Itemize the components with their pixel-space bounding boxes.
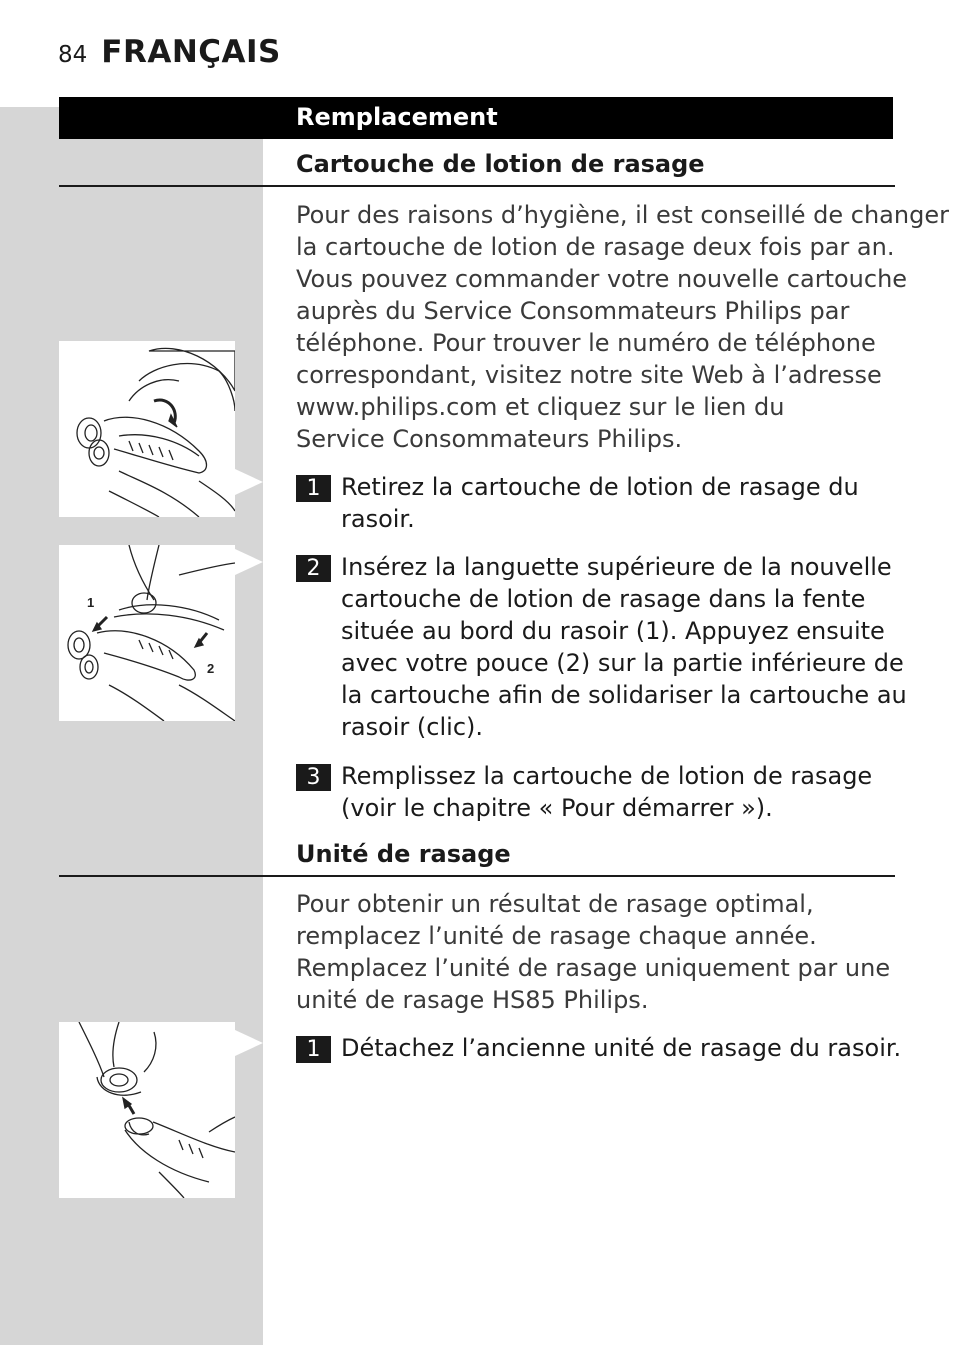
section-title: Remplacement <box>296 103 498 131</box>
shaving-unit-intro-line: unité de rasage HS85 Philips. <box>296 986 649 1014</box>
step-line: située au bord du rasoir (1). Appuyez ensuite <box>341 617 885 645</box>
cartridge-intro-line: Pour des raisons d’hygiène, il est conseillé de changer <box>296 201 949 229</box>
step-line: rasoir. <box>341 505 415 533</box>
cartridge-intro-line: correspondant, visitez notre site Web à l’adresse <box>296 361 882 389</box>
figure-label-1: 1 <box>87 595 95 610</box>
remove-cartridge-illustration <box>59 341 235 517</box>
cartridge-intro <box>296 199 949 455</box>
cartridge-intro-line: www.philips.com et cliquez sur le lien du <box>296 393 785 421</box>
illustration-pointer <box>235 549 263 575</box>
step-number: 1 <box>296 475 331 502</box>
step-line: (voir le chapitre « Pour démarrer »). <box>341 794 773 822</box>
figure-label-2: 2 <box>207 661 215 676</box>
shaving-unit-heading-rule <box>59 875 895 877</box>
step-line: Insérez la languette supérieure de la nouvelle <box>341 553 892 581</box>
step-line: la cartouche afin de solidariser la cartouche au <box>341 681 907 709</box>
page-header <box>58 34 281 70</box>
cartridge-heading-rule <box>59 185 895 187</box>
step-number: 1 <box>296 1036 331 1063</box>
cartridge-heading: Cartouche de lotion de rasage <box>296 150 705 178</box>
step-line: rasoir (clic). <box>341 713 484 741</box>
step-number: 3 <box>296 764 331 791</box>
illustration-pointer <box>235 1030 263 1056</box>
cartridge-intro-line: Service Consommateurs Philips. <box>296 425 683 453</box>
step-line: Remplissez la cartouche de lotion de rasage <box>341 762 873 790</box>
page-number: 84 <box>58 42 88 68</box>
step-text <box>341 1032 901 1064</box>
insert-cartridge-illustration <box>59 545 235 721</box>
step-text <box>341 471 901 535</box>
step-line: cartouche de lotion de rasage dans la fente <box>341 585 866 613</box>
cartridge-intro-line: auprès du Service Consommateurs Philips par <box>296 297 850 325</box>
step-number: 2 <box>296 555 331 582</box>
shaving-unit-intro-line: Remplacez l’unité de rasage uniquement par une <box>296 954 891 982</box>
step-text <box>341 760 901 824</box>
step-line: avec votre pouce (2) sur la partie inférieure de <box>341 649 904 677</box>
step-line: Détachez l’ancienne unité de rasage du rasoir. <box>341 1034 902 1062</box>
shaving-unit-heading: Unité de rasage <box>296 840 511 868</box>
shaving-unit-intro-line: remplacez l’unité de rasage chaque année. <box>296 922 817 950</box>
step-text <box>341 551 907 743</box>
page-language-title: FRANÇAIS <box>101 34 281 70</box>
section-title-bar <box>59 97 893 139</box>
cartridge-intro-line: la cartouche de lotion de rasage deux fois par an. <box>296 233 895 261</box>
cartridge-intro-line: téléphone. Pour trouver le numéro de téléphone <box>296 329 876 357</box>
cartridge-intro-line: Vous pouvez commander votre nouvelle cartouche <box>296 265 908 293</box>
illustration-pointer <box>235 469 263 495</box>
detach-shaving-unit-illustration <box>59 1022 235 1198</box>
shaving-unit-intro-line: Pour obtenir un résultat de rasage optimal, <box>296 890 814 918</box>
shaving-unit-intro <box>296 888 896 1016</box>
step-line: Retirez la cartouche de lotion de rasage du <box>341 473 859 501</box>
